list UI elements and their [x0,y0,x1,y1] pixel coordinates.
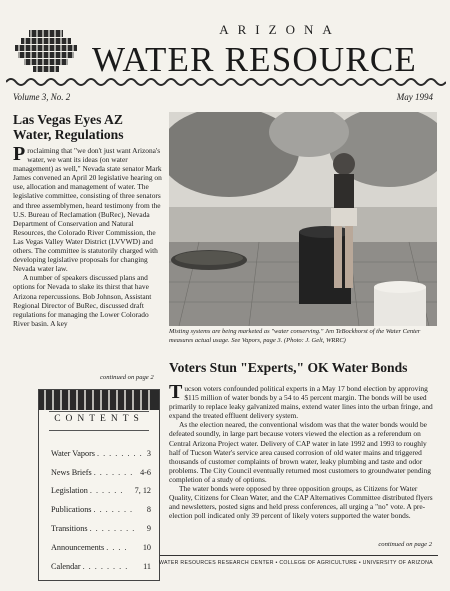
contents-item-label: Legislation [51,486,88,496]
article-paragraph: roclaiming that "we don't just want Arizona's water, we want its ideas (on water management) as well," Nevada state senator Mark James convened an April 20 legislative hearing on use, allocation and management of water. The legislative committee, consisting of three senators and three assemblymen, heard testimony from the U.S. Bureau of Reclamation (BuRec), Nevada Department of Conservation and Natural Resources, the Colorado River Commission, the Las Vegas Valley Water District (LVVWD) and others. The committee is statutorily charged with developing legislative proposals for changing Nevada water law. [13,146,162,274]
contents-rule [49,411,149,412]
volume-number: Volume 3, No. 2 [13,92,71,102]
article-headline: Voters Stun "Experts," OK Water Bonds [169,360,408,375]
newsletter-logo [15,30,77,76]
contents-leader: . . . . . . . . [89,524,136,534]
article-body [13,143,162,328]
cover-photo [169,112,437,326]
contents-item-page: 9 [146,524,151,534]
contents-item-label: News Briefs [51,467,92,477]
article-paragraph: The water bonds were opposed by three opposition groups, as Citizens for Water Quality, Citizens for Clean Water, and the CAP Alternatives Committee distributed flyers and newsletters, posted signs and held press conferences, all urging a "no" vote. A pre-election poll indicated only 39 percent of likely voters supported the water bonds. [169,484,433,521]
contents-item[interactable] [51,463,151,482]
contents-box [38,389,160,581]
contents-item-page: 11 [143,561,151,571]
contents-leader: . . . . [106,542,128,552]
issue-date: May 1994 [396,92,433,102]
contents-item[interactable] [51,500,151,519]
contents-item-page: 8 [146,505,151,515]
contents-item-page: 3 [146,448,151,458]
contents-rule [49,430,149,431]
continued-note: continued on page 2 [100,374,154,381]
drop-cap: T [169,381,183,403]
contents-item[interactable] [51,538,151,557]
contents-item-label: Publications [51,505,92,515]
contents-leader: . . . . . . . [93,505,134,515]
contents-leader: . . . . . . . . [96,448,143,458]
continued-note: continued on page 2 [378,541,432,548]
drop-cap: P [13,143,26,165]
article-paragraph: ucson voters confounded political experts in a May 17 bond election by approving $115 million of water bonds by a 54 to 45 percent margin. The bonds will be used primarily to replace leaky galvanized mains, extend water lines into the urban fringe, and expand the treated effluent delivery system. [169,384,433,421]
masthead-title: WATER RESOURCE [92,40,418,79]
contents-list [51,444,151,576]
contents-item-label: Water Vapors [51,448,95,458]
footer-rule [160,555,438,556]
contents-item[interactable] [51,444,151,463]
contents-item[interactable] [51,482,151,501]
contents-item-page: 4-6 [140,467,151,477]
contents-item-label: Calendar [51,561,81,571]
wave-divider [6,75,446,89]
article-body [169,381,437,521]
contents-leader: . . . . . . . . [82,561,129,571]
article-headline: Las Vegas Eyes AZ Water, Regulations [13,112,124,142]
contents-item-label: Announcements [51,542,105,552]
article-paragraph: As the election neared, the conventional wisdom was that the water bonds would be defeated soundly, in large part because voters viewed the election as a referendum on Central Arizona Project water. Delivery of CAP water in late 1992 and 1993 to roughly half of Tucson Water's service area caused corrosion of old water mains and triggered thousands of customer complaints of brown water, leaky plumbing and taste and odor problems. The City Council eventually returned most customers to groundwater pending completion of a study of options. [169,420,431,484]
contents-item[interactable] [51,557,151,576]
masthead-kicker: ARIZONA [219,22,341,37]
photo-caption: Misting systems are being marketed as "water conserving." Jen TeBockhorst of the Water Center measures actual usage. See Vapors, page 3. (Photo: J. Gelt, WRRC) [169,328,421,344]
contents-title: CONTENTS [54,414,144,424]
contents-item-label: Transitions [51,524,88,534]
footer-credits: WATER RESOURCES RESEARCH CENTER • COLLEGE OF AGRICULTURE • UNIVERSITY OF ARIZONA [159,560,433,566]
contents-leader: . . . . . . [89,486,124,496]
contents-stripes [39,390,159,410]
contents-item-page: 7, 12 [134,486,151,496]
article-paragraph: A number of speakers discussed plans and options for Nevada to slake its thirst that have Arizona repercussions. Bob Johnson, Assistant Regional Director of BuRec, discussed draft regulations for managing the Lower Colorado River basin. A key [13,273,152,328]
contents-leader: . . . . . . . [93,467,134,477]
contents-item-page: 10 [142,542,151,552]
contents-item[interactable] [51,519,151,538]
